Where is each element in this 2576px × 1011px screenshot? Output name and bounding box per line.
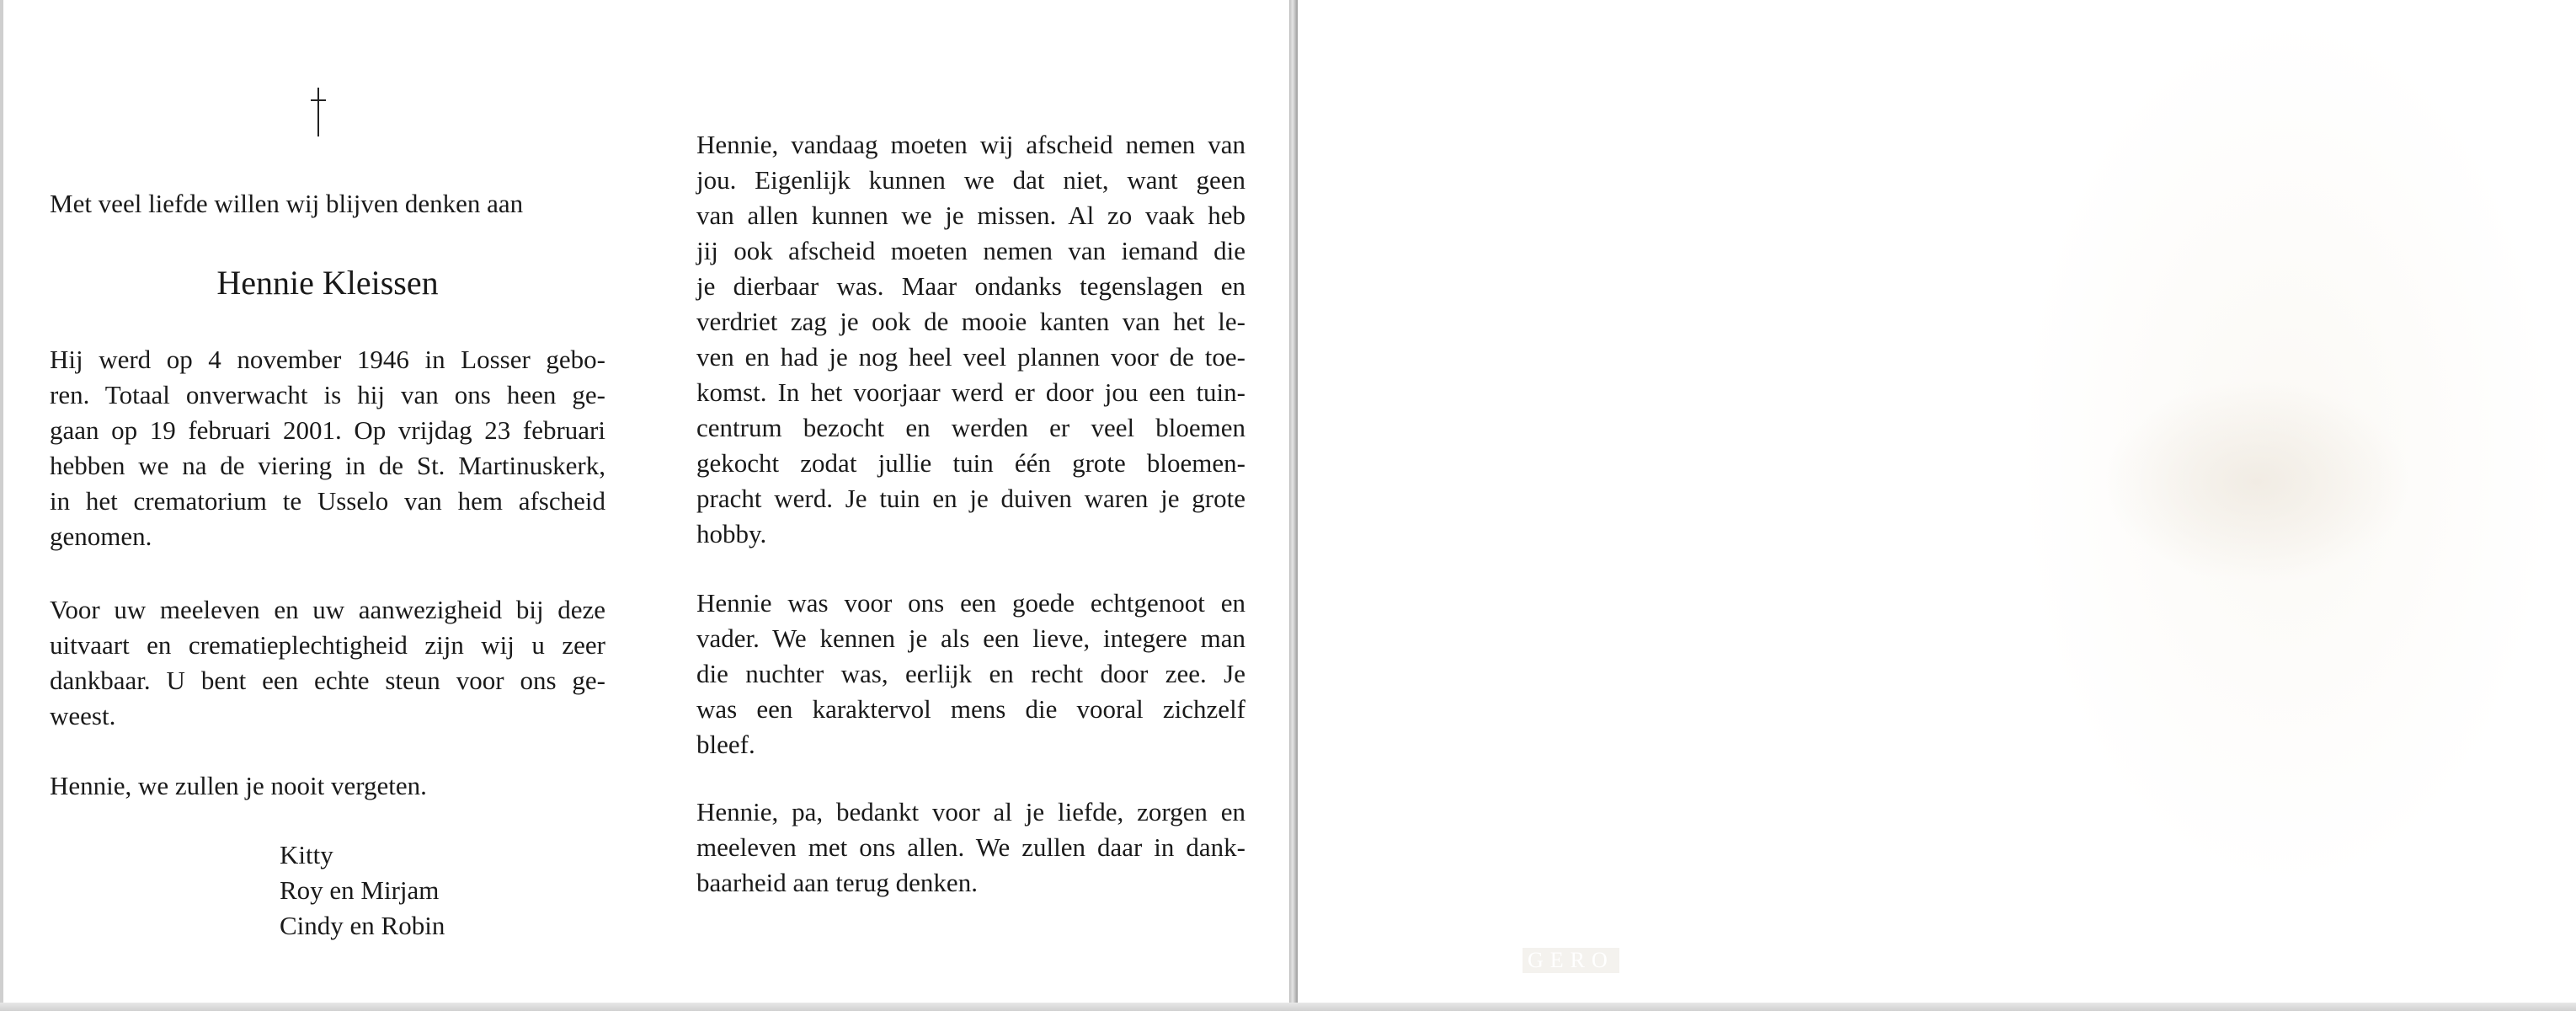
text-line: pracht werd. Je tuin en je duiven waren je grote [696,484,1245,513]
text-line: Hennie was voor ons een goede echtgenoot en [696,588,1245,618]
text-line: verdriet zag je ook de mooie kanten van het le- [696,307,1245,336]
text-line: bleef. [696,730,755,759]
intro-text [50,186,605,222]
right-paragraph-farewell [696,127,1245,552]
intro-line: Met veel liefde willen wij blijven denken aan [50,189,524,218]
scan-bottom-edge [0,1003,2576,1011]
text-line: dankbaar. U bent een echte steun voor ons ge- [50,666,605,695]
text-line: Voor uw meeleven en uw aanwezigheid bij deze [50,595,605,624]
text-line: komst. In het voorjaar werd er door jou een tuin- [696,377,1245,407]
text-line: ren. Totaal onverwacht is hij van ons heen ge- [50,380,605,409]
text-line: van allen kunnen we je missen. Al zo vaak heb [696,201,1245,230]
left-paragraph-thanks [50,592,605,734]
scan-edge [0,0,3,1011]
left-paragraph-birth-death [50,342,605,554]
text-line: Hij werd op 4 november 1946 in Losser gebo- [50,345,605,374]
text-line: uitvaart en crematieplechtigheid zijn wij u zeer [50,630,605,660]
right-paragraph-character [696,586,1245,762]
text-line: was een karaktervol mens die vooral zichzelf [696,694,1245,724]
signatory: Kitty [280,840,333,869]
text-line: gaan op 19 februari 2001. Op vrijdag 23 februari [50,415,605,445]
text-line: je dierbaar was. Maar ondanks tegenslagen en [696,271,1245,301]
text-line: meeleven met ons allen. We zullen daar in dank- [696,832,1245,862]
dove-watermark-image [1954,17,2560,986]
left-paragraph-farewell [50,768,605,804]
text-line: Hennie, we zullen je nooit vergeten. [50,771,427,800]
text-line: jou. Eigenlijk kunnen we dat niet, want geen [696,165,1245,195]
right-paragraph-thanks [696,794,1245,901]
text-line: genomen. [50,522,152,551]
text-line: Hennie, pa, bedankt voor al je liefde, zorgen en [696,797,1245,826]
text-line: jij ook afscheid moeten nemen van iemand die [696,236,1245,265]
text-line: baarheid aan terug denken. [696,868,978,897]
text-line: die nuchter was, eerlijk en recht door zee. Je [696,659,1245,688]
printer-logo: GERO [1523,948,1619,973]
text-line: centrum bezocht en werden er veel bloemen [696,413,1245,442]
signatories [280,837,445,944]
text-line: hobby. [696,519,767,548]
text-line: in het crematorium te Usselo van hem afscheid [50,486,605,516]
text-line: gekocht zodat jullie tuin één grote bloemen- [696,448,1245,478]
text-line: vader. We kennen je als een lieve, integere man [696,623,1245,653]
signatory: Cindy en Robin [280,911,445,940]
signatory: Roy en Mirjam [280,875,440,905]
text-line: weest. [50,701,116,730]
deceased-name: Hennie Kleissen [216,264,439,302]
text-line: Hennie, vandaag moeten wij afscheid nemen van [696,130,1245,159]
text-line: ven en had je nog heel veel plannen voor de toe- [696,342,1245,372]
card-fold [1289,0,1298,1011]
cross-icon [308,88,328,138]
text-line: hebben we na de viering in de St. Martinuskerk, [50,451,605,480]
